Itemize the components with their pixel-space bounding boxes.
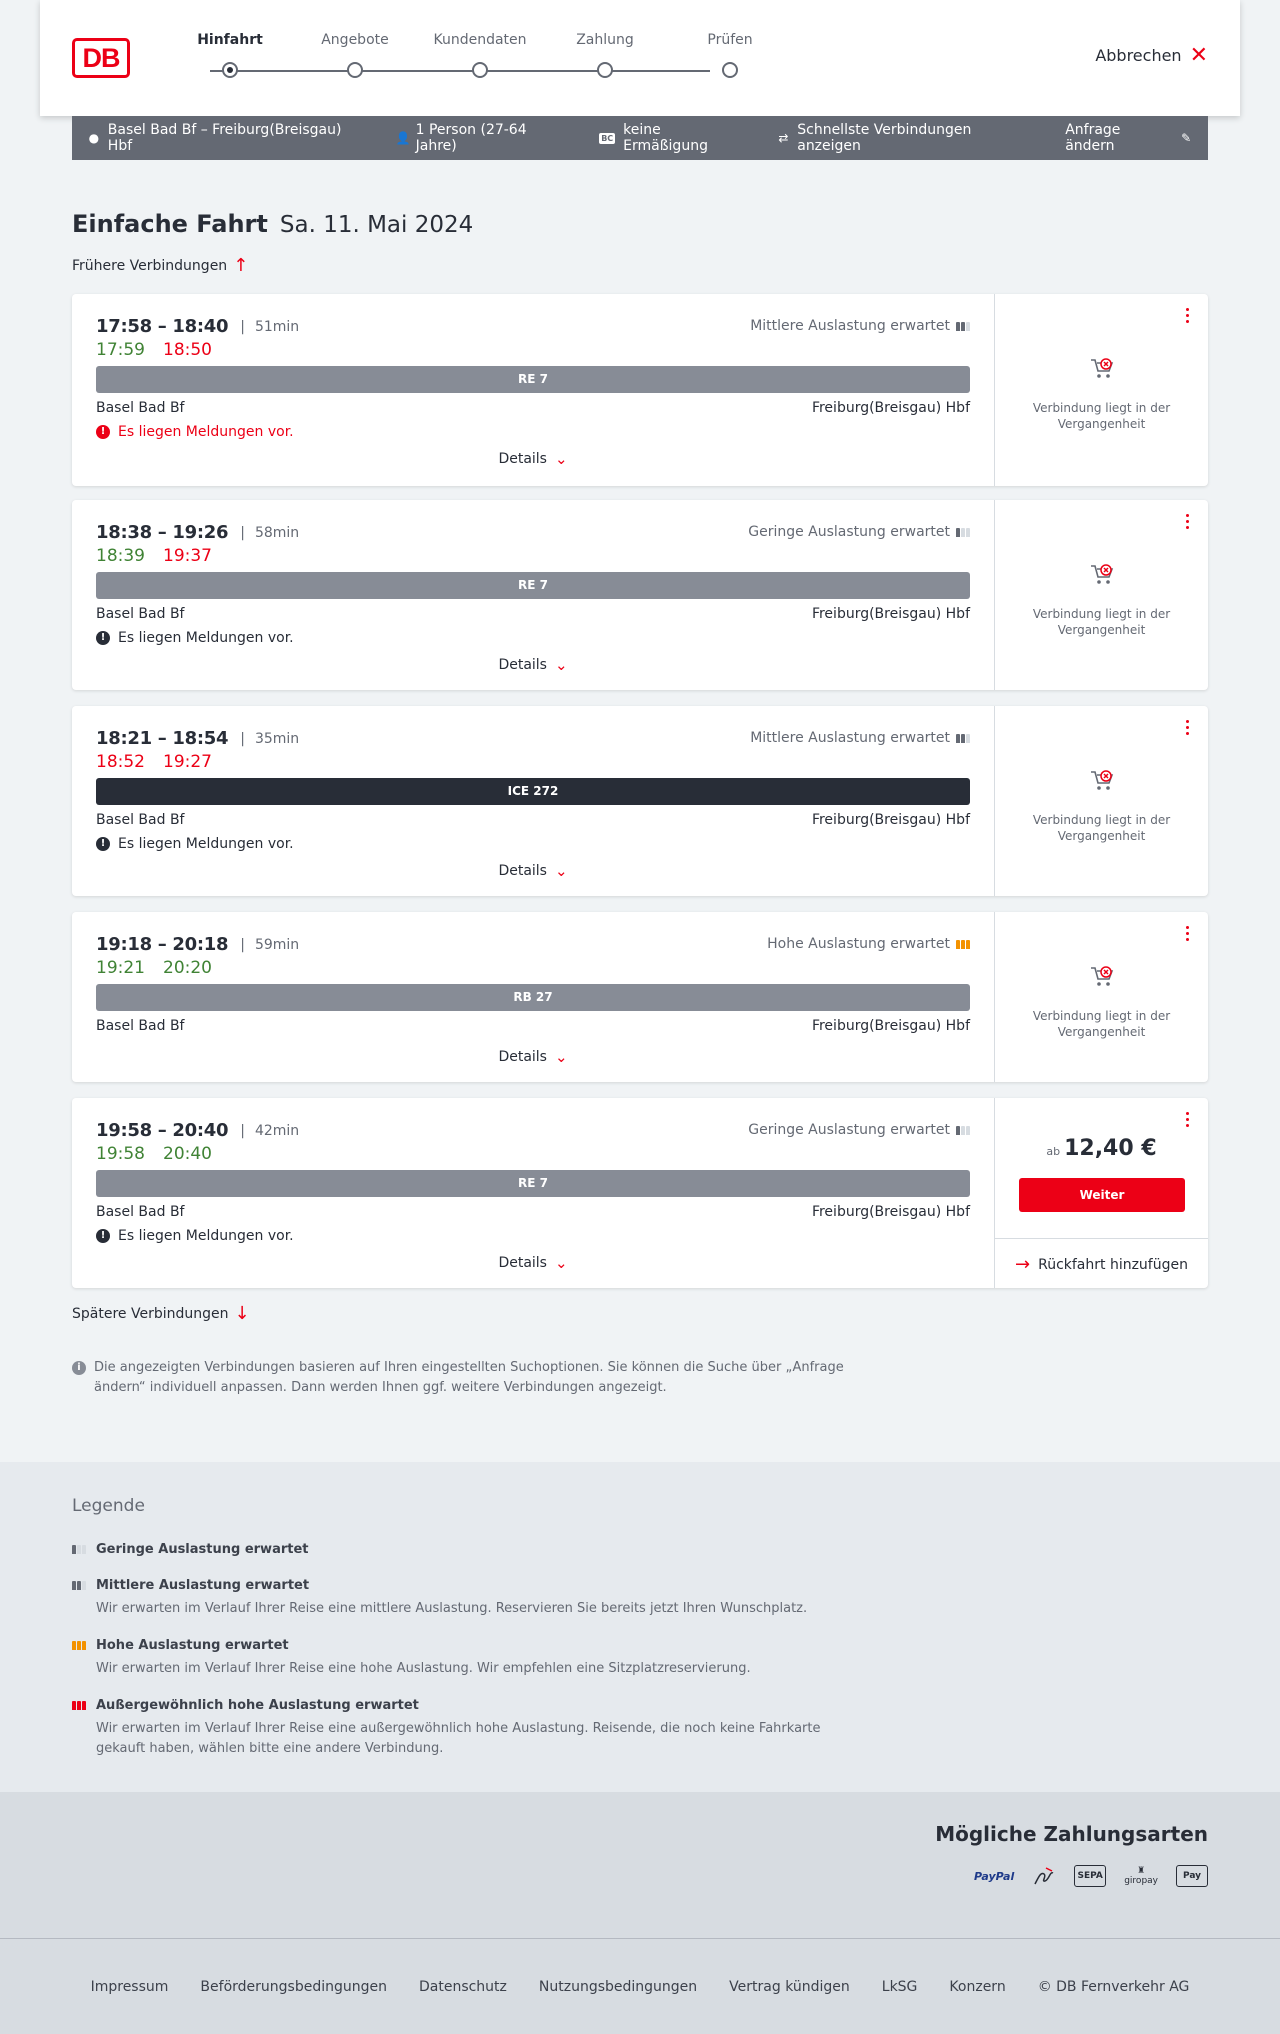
realtime-times bbox=[96, 752, 212, 772]
step-label: Prüfen bbox=[707, 32, 753, 48]
apple-pay-icon bbox=[1176, 1865, 1208, 1887]
occupancy-extreme-icon bbox=[72, 1701, 86, 1710]
legend-item-title: Außergewöhnlich hohe Auslastung erwartet bbox=[96, 1698, 419, 1713]
occupancy-info bbox=[750, 318, 970, 334]
details-toggle[interactable] bbox=[72, 450, 994, 468]
past-connection-notice: Verbindung liegt in der Vergangenheit bbox=[1032, 1009, 1171, 1039]
connection-card[interactable] bbox=[72, 294, 1208, 486]
persons-text: 1 Person (27-64 Jahre) bbox=[415, 122, 527, 154]
occupancy-text: Mittlere Auslastung erwartet bbox=[750, 730, 950, 746]
step-label: Zahlung bbox=[576, 32, 634, 48]
duration: 35min bbox=[254, 730, 300, 747]
details-label: Details bbox=[498, 1255, 547, 1271]
divider: | bbox=[240, 936, 245, 953]
realtime-times bbox=[96, 340, 212, 360]
realtime-arrival: 18:50 bbox=[163, 340, 212, 360]
departure-station: Basel Bad Bf bbox=[96, 606, 185, 622]
realtime-arrival: 19:37 bbox=[163, 546, 212, 566]
change-request-label: Anfrage ändern bbox=[1065, 122, 1121, 154]
occupancy-info bbox=[748, 1122, 970, 1138]
chevron-down-icon: ⌄ bbox=[554, 656, 568, 674]
alert-icon: ! bbox=[96, 631, 110, 645]
step-dot-icon bbox=[597, 62, 613, 78]
step-dot-icon bbox=[472, 62, 488, 78]
connection-card[interactable] bbox=[72, 912, 1208, 1082]
arrival-station: Freiburg(Breisgau) Hbf bbox=[811, 606, 970, 622]
step-dot-icon bbox=[722, 62, 738, 78]
planned-time: 19:18 – 20:18 bbox=[96, 934, 229, 955]
footer-link-lksg[interactable]: LkSG bbox=[881, 1978, 918, 1995]
bahncard-icon: BC bbox=[601, 133, 614, 143]
alert-icon: ! bbox=[96, 837, 110, 851]
footer-link-datenschutz[interactable]: Datenschutz bbox=[418, 1978, 507, 1995]
close-icon: ✕ bbox=[1189, 42, 1208, 68]
booking-header bbox=[40, 0, 1240, 116]
cart-unavailable-icon bbox=[1089, 964, 1115, 990]
price-prefix: ab bbox=[1046, 1145, 1061, 1158]
step-pruefen bbox=[670, 30, 790, 50]
planned-time: 18:21 – 18:54 bbox=[96, 728, 229, 749]
arrow-right-icon: → bbox=[1015, 1253, 1031, 1275]
alert-icon: ! bbox=[96, 1229, 110, 1243]
divider: | bbox=[240, 524, 245, 541]
offer-panel bbox=[994, 294, 1208, 486]
occupancy-low-icon bbox=[72, 1545, 86, 1554]
legend-item-title: Mittlere Auslastung erwartet bbox=[96, 1578, 310, 1593]
cart-unavailable-icon bbox=[1089, 562, 1115, 588]
details-toggle[interactable] bbox=[72, 862, 994, 880]
realtime-departure: 18:39 bbox=[96, 546, 145, 566]
details-label: Details bbox=[498, 1049, 547, 1065]
route-text: Basel Bad Bf – Freiburg(Breisgau) Hbf bbox=[107, 122, 342, 154]
cancel-label: Abbrechen bbox=[1095, 46, 1182, 65]
swap-arrows-icon: ⇄ bbox=[778, 131, 789, 145]
more-options-icon[interactable] bbox=[1182, 720, 1192, 735]
arrival-station: Freiburg(Breisgau) Hbf bbox=[811, 812, 970, 828]
duration: 51min bbox=[254, 318, 300, 335]
connection-details bbox=[72, 706, 994, 896]
continue-button[interactable]: Weiter bbox=[1019, 1178, 1185, 1212]
search-summary-bar bbox=[72, 116, 1208, 160]
realtime-times bbox=[96, 546, 212, 566]
more-options-icon[interactable] bbox=[1182, 1112, 1192, 1127]
disruption-message[interactable] bbox=[96, 1228, 294, 1244]
past-connection-notice: Verbindung liegt in der Vergangenheit bbox=[1032, 813, 1171, 843]
sepa-icon: SEPA bbox=[1074, 1865, 1106, 1887]
trip-type: Einfache Fahrt bbox=[72, 210, 268, 238]
occupancy-text: Geringe Auslastung erwartet bbox=[748, 524, 950, 540]
connection-details bbox=[72, 500, 994, 690]
occupancy-medium-icon bbox=[956, 322, 970, 331]
giropay-symbol-icon: ♜ bbox=[1137, 1866, 1146, 1876]
divider: | bbox=[240, 1122, 245, 1139]
details-label: Details bbox=[498, 657, 547, 673]
realtime-arrival: 20:20 bbox=[163, 958, 212, 978]
arrival-station: Freiburg(Breisgau) Hbf bbox=[811, 1204, 970, 1220]
location-pin-icon: ● bbox=[88, 131, 100, 145]
departure-station: Basel Bad Bf bbox=[96, 812, 185, 828]
earlier-connections-link[interactable] bbox=[72, 255, 249, 276]
earlier-label: Frühere Verbindungen bbox=[72, 258, 228, 274]
alert-icon: ! bbox=[96, 425, 110, 439]
step-label: Hinfahrt bbox=[197, 32, 263, 48]
more-options-icon[interactable] bbox=[1182, 514, 1192, 529]
arrow-down-icon: ↓ bbox=[234, 1303, 250, 1324]
details-label: Details bbox=[498, 451, 547, 467]
legend-item-extreme bbox=[72, 1698, 872, 1759]
occupancy-low-icon bbox=[956, 1126, 970, 1135]
payment-icons bbox=[974, 1864, 1208, 1888]
connection-card[interactable] bbox=[72, 1098, 1208, 1288]
disruption-message[interactable] bbox=[96, 836, 294, 852]
trip-date: Sa. 11. Mai 2024 bbox=[279, 212, 474, 238]
pencil-icon: ✎ bbox=[1181, 131, 1192, 145]
divider: | bbox=[240, 730, 245, 747]
occupancy-info bbox=[748, 524, 970, 540]
duration: 59min bbox=[254, 936, 300, 953]
later-connections-link[interactable] bbox=[72, 1303, 250, 1324]
duration: 58min bbox=[254, 524, 300, 541]
giropay-icon bbox=[1124, 1866, 1158, 1886]
footer-copyright: © DB Fernverkehr AG bbox=[1037, 1978, 1190, 1995]
legend-item-text: Wir erwarten im Verlauf Ihrer Reise eine außergewöhnlich hohe Auslastung. Reisende, die noch keine Fahrkarte gekauft haben, wählen bitte eine andere Verbindung. bbox=[96, 1721, 821, 1756]
occupancy-high-icon bbox=[72, 1641, 86, 1650]
fastest-toggle[interactable] bbox=[777, 122, 1035, 154]
occupancy-high-icon bbox=[956, 940, 970, 949]
step-angebote bbox=[295, 30, 415, 50]
offer-panel bbox=[994, 500, 1208, 690]
realtime-times bbox=[96, 958, 212, 978]
train-bar[interactable]: RE 7 bbox=[96, 1170, 970, 1197]
legend-section bbox=[0, 1462, 1280, 1792]
departure-station: Basel Bad Bf bbox=[96, 1204, 185, 1220]
progress-stepper bbox=[170, 30, 770, 90]
offer-panel bbox=[994, 1098, 1208, 1288]
message-text: Es liegen Meldungen vor. bbox=[118, 836, 294, 852]
connection-card[interactable] bbox=[72, 500, 1208, 690]
step-label: Angebote bbox=[321, 32, 389, 48]
discount-summary bbox=[599, 122, 747, 154]
step-zahlung bbox=[545, 30, 665, 50]
footer-link-vertrag-kuendigen[interactable]: Vertrag kündigen bbox=[729, 1978, 850, 1995]
occupancy-medium-icon bbox=[956, 734, 970, 743]
step-label: Kundendaten bbox=[433, 32, 527, 48]
later-label: Spätere Verbindungen bbox=[72, 1306, 229, 1322]
divider: | bbox=[240, 318, 245, 335]
legend-item-medium bbox=[72, 1578, 872, 1619]
message-text: Es liegen Meldungen vor. bbox=[118, 424, 294, 440]
details-label: Details bbox=[498, 863, 547, 879]
chevron-down-icon: ⌄ bbox=[554, 1254, 568, 1272]
departure-station: Basel Bad Bf bbox=[96, 1018, 185, 1034]
cart-unavailable-icon bbox=[1089, 768, 1115, 794]
add-return-label: Rückfahrt hinzufügen bbox=[1038, 1256, 1188, 1273]
planned-time: 19:58 – 20:40 bbox=[96, 1120, 229, 1141]
offer-panel bbox=[994, 912, 1208, 1082]
price-display bbox=[995, 1136, 1208, 1161]
planned-times bbox=[96, 522, 299, 543]
disruption-message[interactable] bbox=[96, 630, 294, 646]
stepper-line bbox=[210, 70, 710, 72]
planned-times bbox=[96, 728, 299, 749]
step-hinfahrt bbox=[170, 30, 290, 50]
legend-item-high bbox=[72, 1638, 872, 1679]
payment-methods-section bbox=[0, 1792, 1280, 1938]
occupancy-text: Mittlere Auslastung erwartet bbox=[750, 318, 950, 334]
footer-link-befoerderungsbedingungen[interactable]: Beförderungsbedingungen bbox=[200, 1978, 387, 1995]
duration: 42min bbox=[254, 1122, 300, 1139]
train-bar[interactable]: RB 27 bbox=[96, 984, 970, 1011]
occupancy-info bbox=[750, 730, 970, 746]
planned-times bbox=[96, 316, 299, 337]
discount-text: keine Ermäßigung bbox=[623, 122, 708, 154]
step-dot-icon bbox=[347, 62, 363, 78]
connection-details bbox=[72, 294, 994, 486]
train-bar[interactable]: ICE 272 bbox=[96, 778, 970, 805]
past-connection-notice: Verbindung liegt in der Vergangenheit bbox=[1032, 401, 1171, 431]
legend-item-title: Geringe Auslastung erwartet bbox=[96, 1542, 309, 1557]
planned-time: 17:58 – 18:40 bbox=[96, 316, 229, 337]
arrival-station: Freiburg(Breisgau) Hbf bbox=[811, 1018, 970, 1034]
page-title bbox=[72, 210, 473, 238]
details-toggle[interactable] bbox=[72, 1048, 994, 1066]
past-connection-notice: Verbindung liegt in der Vergangenheit bbox=[1032, 607, 1171, 637]
cancel-button[interactable] bbox=[1095, 42, 1208, 68]
more-options-icon[interactable] bbox=[1182, 926, 1192, 941]
persons-summary bbox=[396, 122, 570, 154]
occupancy-text: Hohe Auslastung erwartet bbox=[767, 936, 950, 952]
occupancy-medium-icon bbox=[72, 1581, 86, 1590]
arrival-station: Freiburg(Breisgau) Hbf bbox=[811, 400, 970, 416]
occupancy-low-icon bbox=[956, 528, 970, 537]
details-toggle[interactable] bbox=[72, 1254, 994, 1272]
legend-item-low bbox=[72, 1542, 872, 1557]
realtime-arrival: 20:40 bbox=[163, 1144, 212, 1164]
arrow-up-icon: ↑ bbox=[233, 255, 249, 276]
realtime-times bbox=[96, 1144, 212, 1164]
payment-title: Mögliche Zahlungsarten bbox=[935, 1822, 1208, 1846]
info-icon: i bbox=[72, 1361, 86, 1375]
cart-unavailable-icon bbox=[1089, 356, 1115, 382]
legend-item-text: Wir erwarten im Verlauf Ihrer Reise eine hohe Auslastung. Wir empfehlen eine Sitzplatzreservierung. bbox=[96, 1661, 751, 1676]
apple-pay-label: Pay bbox=[1182, 1871, 1202, 1881]
info-text: Die angezeigten Verbindungen basieren auf Ihren eingestellten Suchoptionen. Sie können die Suche über „Anfrage ändern“ individuell anpassen. Dann werden Ihnen ggf. weitere Verbindungen angezeigt. bbox=[94, 1360, 844, 1395]
step-kundendaten bbox=[420, 30, 540, 50]
message-text: Es liegen Meldungen vor. bbox=[118, 630, 294, 646]
offer-panel bbox=[994, 706, 1208, 896]
details-toggle[interactable] bbox=[72, 656, 994, 674]
realtime-departure: 17:59 bbox=[96, 340, 145, 360]
legend-item-text: Wir erwarten im Verlauf Ihrer Reise eine mittlere Auslastung. Reservieren Sie bereits jetzt Ihren Wunschplatz. bbox=[96, 1601, 808, 1616]
search-info-note bbox=[72, 1358, 852, 1398]
page-footer bbox=[0, 1938, 1280, 2034]
planned-times bbox=[96, 934, 299, 955]
db-logo[interactable]: DB bbox=[72, 38, 130, 78]
more-options-icon[interactable] bbox=[1182, 308, 1192, 323]
legend-item-title: Hohe Auslastung erwartet bbox=[96, 1638, 289, 1653]
planned-time: 18:38 – 19:26 bbox=[96, 522, 229, 543]
route-summary bbox=[88, 122, 366, 154]
message-text: Es liegen Meldungen vor. bbox=[118, 1228, 294, 1244]
price-value: 12,40 € bbox=[1064, 1136, 1157, 1161]
add-return-trip-link[interactable] bbox=[995, 1238, 1208, 1290]
footer-link-impressum[interactable]: Impressum bbox=[90, 1978, 169, 1995]
footer-link-konzern[interactable]: Konzern bbox=[949, 1978, 1006, 1995]
credit-card-signature-icon bbox=[1032, 1864, 1056, 1888]
person-icon: 👤 bbox=[395, 131, 411, 145]
train-bar[interactable]: RE 7 bbox=[96, 366, 970, 393]
realtime-departure: 18:52 bbox=[96, 752, 145, 772]
fastest-text: Schnellste Verbindungen anzeigen bbox=[797, 122, 972, 154]
realtime-departure: 19:21 bbox=[96, 958, 145, 978]
chevron-down-icon: ⌄ bbox=[554, 1048, 568, 1066]
connection-details bbox=[72, 912, 994, 1082]
change-request-button[interactable] bbox=[1065, 122, 1192, 154]
chevron-down-icon: ⌄ bbox=[554, 862, 568, 880]
giropay-label: giropay bbox=[1124, 1876, 1158, 1886]
chevron-down-icon: ⌄ bbox=[554, 450, 568, 468]
legend-title: Legende bbox=[72, 1496, 145, 1516]
occupancy-text: Geringe Auslastung erwartet bbox=[748, 1122, 950, 1138]
realtime-arrival: 19:27 bbox=[163, 752, 212, 772]
footer-link-nutzungsbedingungen[interactable]: Nutzungsbedingungen bbox=[538, 1978, 698, 1995]
step-dot-active-icon bbox=[222, 62, 238, 78]
planned-times bbox=[96, 1120, 299, 1141]
connection-card[interactable] bbox=[72, 706, 1208, 896]
occupancy-info bbox=[767, 936, 970, 952]
disruption-message[interactable] bbox=[96, 424, 294, 440]
train-bar[interactable]: RE 7 bbox=[96, 572, 970, 599]
connection-details bbox=[72, 1098, 994, 1288]
paypal-icon: PayPal bbox=[974, 1869, 1015, 1883]
departure-station: Basel Bad Bf bbox=[96, 400, 185, 416]
realtime-departure: 19:58 bbox=[96, 1144, 145, 1164]
